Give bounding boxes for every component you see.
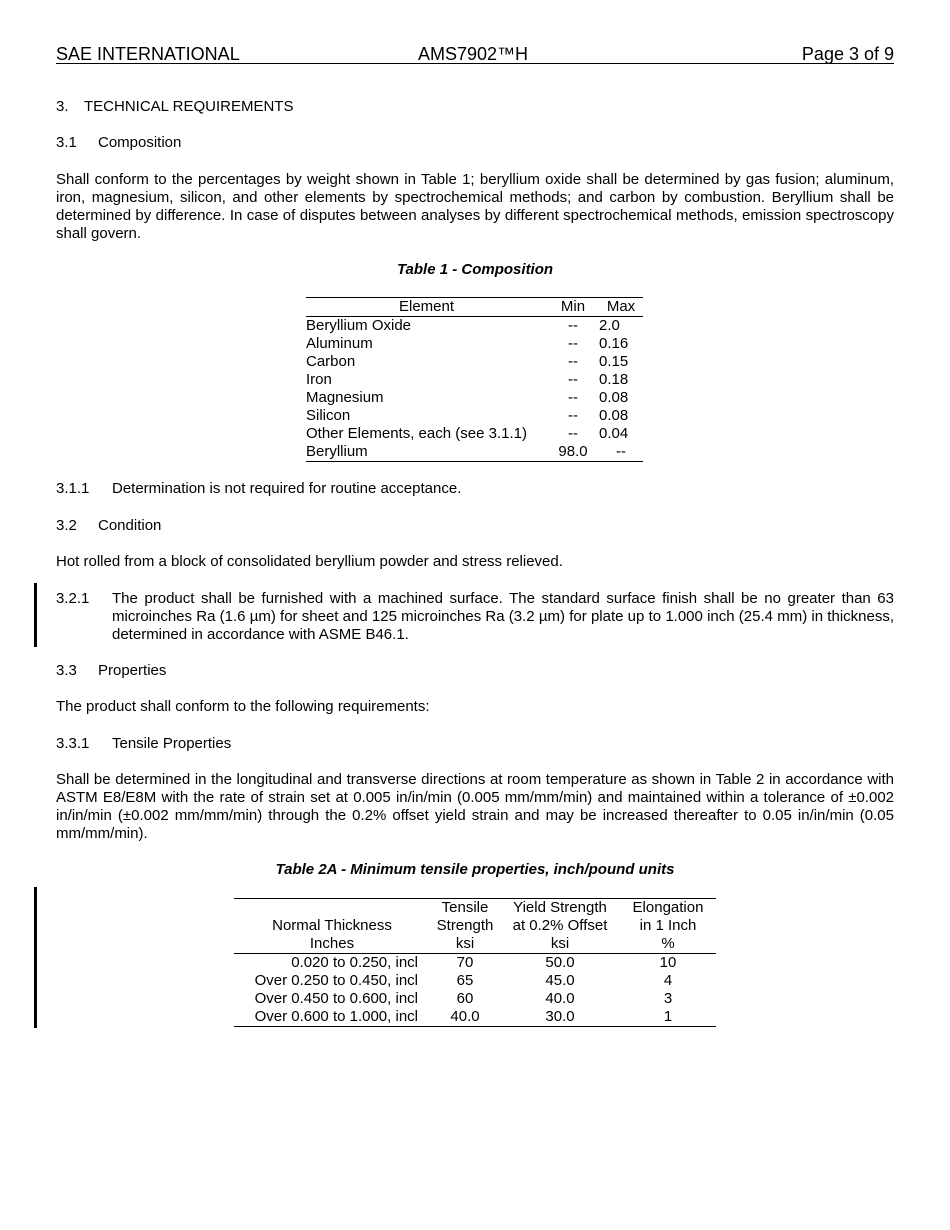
header-rule bbox=[56, 63, 894, 64]
cell-tensile: 70 bbox=[456, 954, 474, 971]
column-header-yield-line1: Yield Strength bbox=[500, 899, 620, 918]
cell-yield: 40.0 bbox=[545, 990, 575, 1007]
table-2a-title: Table 2A - Minimum tensile properties, inch/pound units bbox=[275, 861, 675, 878]
composition-table bbox=[306, 297, 643, 462]
cell-element: Iron bbox=[306, 371, 332, 388]
cell-thickness: Over 0.600 to 1.000, incl bbox=[234, 1008, 430, 1027]
cell-elongation: 4 bbox=[663, 972, 673, 989]
table-1-title: Table 1 - Composition bbox=[396, 261, 554, 278]
cell-max: 0.08 bbox=[599, 407, 629, 424]
cell-min: -- bbox=[568, 371, 578, 388]
table-row bbox=[234, 990, 716, 1008]
cell-thickness: Over 0.450 to 0.600, incl bbox=[254, 990, 418, 1007]
column-header-yield-line2: at 0.2% Offset bbox=[512, 917, 608, 934]
cell-element: Beryllium bbox=[306, 443, 547, 462]
section-3-3-1-body: Shall be determined in the longitudinal and transverse directions at room temperature as shown in Table 2 in accordance with ASTM E8/E8M with the rate of strain set at 0.005 in/in/min (0.005 mm/mm/min) and maintained within a tolerance of ±0.002 in/in/min (±0.002 mm/mm/min) through the 0.2% offset yield strain and may be increased thereafter to 0.05 in/in/min (0.05 mm/mm/min). bbox=[56, 771, 894, 842]
cell-element: Aluminum bbox=[306, 335, 373, 352]
cell-min: 98.0 bbox=[547, 443, 599, 462]
header-doc-number: AMS7902™H bbox=[418, 44, 529, 64]
cell-yield: 50.0 bbox=[545, 954, 575, 971]
column-header-yield-line3: ksi bbox=[500, 935, 620, 954]
cell-element: Carbon bbox=[306, 353, 356, 370]
cell-max: 0.16 bbox=[599, 335, 629, 352]
cell-max: -- bbox=[599, 443, 643, 462]
section-3-2-1-number: 3.2.1 bbox=[56, 590, 90, 607]
column-header-tensile-line1: Tensile bbox=[430, 899, 500, 918]
table-row bbox=[306, 425, 643, 443]
cell-element: Other Elements, each (see 3.1.1) bbox=[306, 425, 527, 442]
section-3-2-number: 3.2 bbox=[56, 517, 77, 534]
cell-elongation: 1 bbox=[620, 1008, 716, 1027]
table-row bbox=[306, 443, 643, 462]
section-3-2-body: Hot rolled from a block of consolidated beryllium powder and stress relieved. bbox=[56, 553, 563, 570]
cell-element: Magnesium bbox=[306, 389, 384, 406]
section-3-3-number: 3.3 bbox=[56, 662, 77, 679]
cell-thickness: Over 0.250 to 0.450, incl bbox=[254, 972, 418, 989]
cell-max: 0.08 bbox=[599, 389, 629, 406]
table-row bbox=[306, 335, 643, 353]
cell-thickness: 0.020 to 0.250, incl bbox=[291, 954, 418, 971]
cell-min: -- bbox=[568, 353, 578, 370]
table-header-row bbox=[306, 298, 643, 317]
table-row bbox=[306, 407, 643, 425]
section-3-2-title: Condition bbox=[98, 517, 162, 534]
tensile-properties-table bbox=[234, 898, 716, 1027]
section-3-number: 3. bbox=[56, 98, 69, 115]
table-header-row bbox=[234, 917, 716, 935]
section-3-1-1-text: Determination is not required for routine acceptance. bbox=[112, 480, 462, 497]
section-3-3-body: The product shall conform to the following requirements: bbox=[56, 698, 430, 715]
cell-element: Beryllium Oxide bbox=[306, 317, 412, 334]
column-header-thickness-line1 bbox=[234, 899, 430, 918]
cell-max: 0.04 bbox=[599, 425, 629, 442]
section-3-3-1-number: 3.3.1 bbox=[56, 735, 90, 752]
change-bar bbox=[34, 887, 37, 1028]
table-row bbox=[234, 972, 716, 990]
cell-min: -- bbox=[568, 335, 578, 352]
header-org: SAE INTERNATIONAL bbox=[56, 44, 240, 64]
cell-min: -- bbox=[568, 425, 578, 442]
header-page-number: Page 3 of 9 bbox=[801, 44, 894, 64]
table-header-row bbox=[234, 935, 716, 954]
column-header-tensile-line2: Strength bbox=[436, 917, 494, 934]
cell-element: Silicon bbox=[306, 407, 351, 424]
column-header-element: Element bbox=[306, 298, 547, 317]
section-3-1-body: Shall conform to the percentages by weight shown in Table 1; beryllium oxide shall be determined by gas fusion; aluminum, iron, magnesium, silicon, and other elements by spectrochemical methods; and carbon by combustion. Beryllium shall be determined by difference. In case of disputes between analyses by different spectrochemical methods, emission spectroscopy shall govern. bbox=[56, 171, 894, 242]
section-3-1-number: 3.1 bbox=[56, 134, 77, 151]
cell-yield: 45.0 bbox=[545, 972, 575, 989]
cell-max: 0.18 bbox=[599, 371, 629, 388]
column-header-thickness-line2: Normal Thickness bbox=[272, 917, 392, 934]
column-header-thickness-line3: Inches bbox=[234, 935, 430, 954]
table-header-row bbox=[234, 899, 716, 918]
cell-max: 0.15 bbox=[599, 353, 629, 370]
section-3-3-1-title: Tensile Properties bbox=[112, 735, 232, 752]
column-header-min: Min bbox=[547, 298, 599, 317]
table-row bbox=[306, 371, 643, 389]
column-header-elongation-line3: % bbox=[620, 935, 716, 954]
column-header-tensile-line3: ksi bbox=[430, 935, 500, 954]
column-header-max: Max bbox=[599, 298, 643, 317]
column-header-elongation-line2: in 1 Inch bbox=[639, 917, 697, 934]
table-row bbox=[234, 954, 716, 973]
cell-tensile: 60 bbox=[456, 990, 474, 1007]
cell-min: -- bbox=[568, 389, 578, 406]
section-3-2-1-text: The product shall be furnished with a machined surface. The standard surface finish shall be no greater than 63 microinches Ra (1.6 µm) for sheet and 125 microinches Ra (3.2 µm) for plate up to 1.000 inch (25.4 mm) in thickness, determined in accordance with ASME B46.1. bbox=[112, 590, 894, 643]
cell-max: 2.0 bbox=[599, 317, 620, 334]
section-3-1-1-number: 3.1.1 bbox=[56, 480, 90, 497]
cell-elongation: 10 bbox=[659, 954, 677, 971]
table-row bbox=[306, 317, 643, 336]
table-row bbox=[234, 1008, 716, 1027]
table-row bbox=[306, 353, 643, 371]
cell-elongation: 3 bbox=[663, 990, 673, 1007]
table-row bbox=[306, 389, 643, 407]
cell-tensile: 65 bbox=[456, 972, 474, 989]
change-bar bbox=[34, 583, 37, 647]
section-3-3-title: Properties bbox=[98, 662, 167, 679]
cell-min: -- bbox=[568, 317, 578, 334]
section-3-title: TECHNICAL REQUIREMENTS bbox=[84, 98, 294, 115]
column-header-elongation-line1: Elongation bbox=[620, 899, 716, 918]
cell-tensile: 40.0 bbox=[430, 1008, 500, 1027]
cell-yield: 30.0 bbox=[500, 1008, 620, 1027]
section-3-1-title: Composition bbox=[98, 134, 182, 151]
cell-min: -- bbox=[568, 407, 578, 424]
